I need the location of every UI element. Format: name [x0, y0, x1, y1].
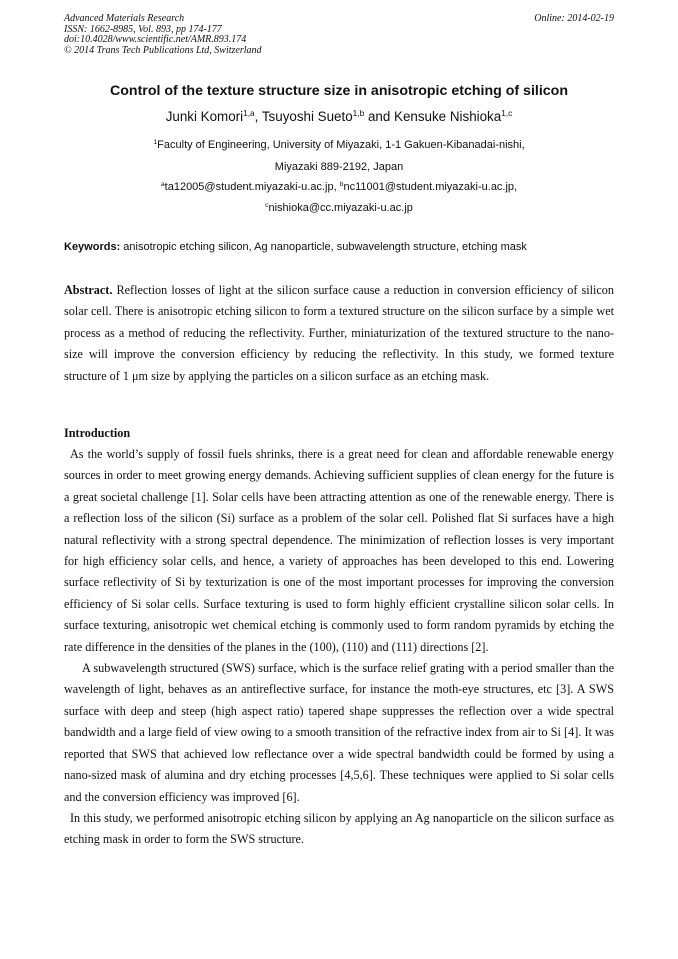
abstract-text: Reflection losses of light at the silicon surface cause a reduction in conversion efficiency of silicon solar cell. There is anisotropic etching silicon to form a textured structure on the silicon surface by a simple wet process as a method of reducing the reflectivity. Further, miniaturization of the textured structure to the nano-size will improve the conversion efficiency by reducing the reflectivity. In this study, we formed texture structure of 1 μm size by applying the particles on a silicon surface as an etching mask. — [64, 283, 614, 383]
journal-header — [64, 14, 614, 56]
affiliation-line-2: Miyazaki 889-2192, Japan — [274, 161, 404, 173]
paragraph: As the world’s supply of fossil fuels shrinks, there is a great need for clean and affordable renewable energy sources in order to meet growing energy demands. Achieving sufficient supplies of clean energy for the future is a great societal challenge [1]. Solar cells have been attracting attention as one of the renewable energy. There is a reflection loss of the silicon (Si) surface as a problem of the solar cell. Polished flat Si surfaces have a high natural reflectivity with a strong spectral dependence. The minimization of reflection losses is very important for high efficiency solar cells, and hence, a variety of approaches has been developed to this end. Lowering surface reflectivity of Si by texturization is one of the most important processes for improving the conversion efficiency of Si solar cells. Surface texturing is used to form highly efficient crystalline silicon solar cells. In surface texturing, anisotropic wet chemical etching is commonly used to form random pyramids by etching the rate difference in the densities of the planes in the (100), (110) and (111) directions [2]. — [64, 447, 614, 654]
journal-doi: doi:10.4028/www.scientific.net/AMR.893.174 — [64, 34, 247, 45]
email-sup: c — [265, 201, 269, 209]
affiliation-text: Faculty of Engineering, University of Miyazaki, 1-1 Gakuen-Kibanadai-nishi, — [157, 139, 525, 151]
paragraph: A subwavelength structured (SWS) surface, which is the surface relief grating with a period smaller than the wavelength of light, behaves as an antireflective surface, for instance the moth-eye structures, etc [3]. A SWS surface with deep and steep (high aspect ratio) tapered shape suppresses the reflection over a wide spectral bandwidth and a large field of view owing to a smooth transition of the refractive index from air to Si [4]. It was reported that SWS that achieved low reflectance over a wide spectral bandwidth could be formed by using a nano-sized mask of alumina and dry etching processes [4,5,6]. These techniques were applied to Si solar cells and the conversion efficiency was improved [6]. — [64, 661, 614, 804]
email-address: nc11001@student.miyazaki-u.ac.jp, — [343, 181, 518, 193]
email-sup: a — [160, 180, 165, 188]
keywords-label: Keywords: — [64, 241, 121, 253]
author-list — [0, 109, 678, 124]
author-sup: 1,a — [243, 108, 255, 119]
email-address: ta12005@student.miyazaki-u.ac.jp, — [164, 181, 337, 193]
author-name: Junki Komori — [165, 109, 244, 124]
abstract — [64, 280, 614, 387]
author-sup: 1,b — [352, 108, 365, 119]
author-separator: , — [254, 109, 262, 124]
affiliation-sup: 1 — [153, 138, 158, 146]
affiliation-line-1 — [0, 139, 678, 151]
journal-issn: ISSN: 1662-8985, Vol. 893, pp 174-177 — [64, 23, 222, 35]
paragraph: In this study, we performed anisotropic etching silicon by applying an Ag nanoparticle on the silicon surface as etching mask in order to form the SWS structure. — [64, 810, 614, 847]
journal-name: Advanced Materials Research — [64, 13, 185, 24]
section-heading: Introduction — [64, 426, 131, 440]
author-name: Tsuyoshi Sueto — [261, 109, 353, 124]
paper-title: Control of the texture structure size in anisotropic etching of silicon — [110, 83, 568, 99]
email-line-2 — [0, 202, 678, 214]
email-sup: b — [339, 180, 344, 188]
online-date: Online: 2014-02-19 — [534, 13, 614, 24]
keywords-text: anisotropic etching silicon, Ag nanoparticle, subwavelength structure, etching mask — [120, 241, 527, 253]
abstract-label: Abstract. — [64, 283, 113, 297]
journal-info — [64, 14, 614, 56]
email-line-1 — [0, 181, 678, 193]
keywords — [64, 241, 614, 253]
author-separator: and — [364, 109, 395, 124]
journal-copyright: © 2014 Trans Tech Publications Ltd, Switzerland — [64, 44, 262, 56]
author-name: Kensuke Nishioka — [394, 109, 502, 124]
introduction-body — [64, 444, 614, 851]
author-sup: 1,c — [501, 108, 513, 119]
email-address: nishioka@cc.miyazaki-u.ac.jp — [268, 202, 413, 214]
